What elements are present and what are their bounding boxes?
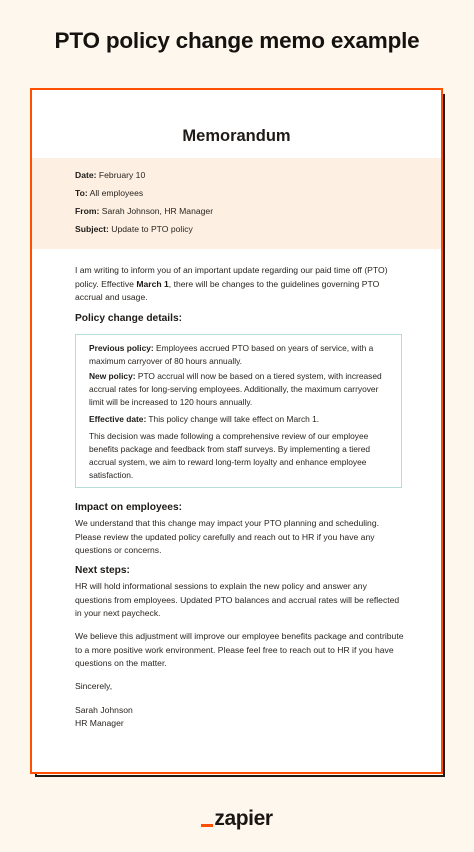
effective-date-paragraph — [89, 413, 394, 426]
intro-text-end: , there will be changes to the guidelines governing PTO accrual and usage. — [75, 278, 380, 303]
impact-paragraph: We understand that this change may impact your PTO planning and scheduling. Please review the updated policy carefully and reach out to HR if you have any questions or concerns. — [75, 518, 379, 556]
to-value: All employees — [89, 188, 144, 198]
effective-date-text: This policy change will take effect on March 1. — [146, 414, 320, 424]
next-steps-paragraph: HR will hold informational sessions to explain the new policy and answer any questions from employees. Updated PTO balances and accrual rates will be reflected in your next paycheck. — [75, 581, 400, 619]
intro-paragraph — [75, 264, 405, 305]
from-label: From: — [75, 206, 100, 216]
new-policy-label: New policy: — [89, 371, 136, 381]
to-label: To: — [75, 188, 88, 198]
previous-policy-paragraph — [89, 342, 394, 368]
effective-date-label: Effective date: — [89, 414, 147, 424]
memo-document — [30, 88, 443, 774]
signer-name: Sarah Johnson — [75, 705, 133, 715]
subject-label: Subject: — [75, 224, 109, 234]
memo-title: Memorandum — [182, 127, 291, 145]
to-line — [75, 188, 143, 198]
subject-value: Update to PTO policy — [111, 224, 193, 234]
intro-text-start: I am writing to inform you of an important update regarding our paid time off (PTO) policy. Effective — [75, 265, 388, 289]
next-steps-heading: Next steps: — [75, 565, 130, 576]
previous-policy-text: Employees accrued PTO based on years of service, with a maximum carryover of 80 hours annually. — [89, 343, 374, 366]
previous-policy-label: Previous policy: — [89, 343, 154, 353]
memo-header-band — [32, 158, 441, 249]
new-policy-paragraph — [89, 370, 394, 409]
from-value: Sarah Johnson, HR Manager — [101, 206, 214, 216]
date-line — [75, 170, 145, 180]
zapier-logo — [0, 807, 474, 831]
subject-line — [75, 224, 193, 234]
decision-paragraph: This decision was made following a comprehensive review of our employee benefits package and feedback from staff surveys. By implementing a tiered accrual system, we aim to reward long-term loyalty and enhance employee satisfaction. — [89, 431, 371, 480]
closing-paragraph: We believe this adjustment will improve our employee benefits package and contribute to a more positive work environment. Please feel free to reach out to HR if you have questions on the matter. — [75, 631, 404, 669]
new-policy-text: PTO accrual will now be based on a tiered system, with increased accrual rates for long-serving employees. Additionally, the maximum carryover limit will be increased to 120 hours annually. — [89, 371, 382, 407]
page-title: PTO policy change memo example — [54, 28, 420, 53]
signer-title: HR Manager — [75, 718, 124, 728]
impact-heading: Impact on employees: — [75, 502, 182, 513]
logo-underscore-mark — [201, 824, 213, 828]
intro-effective-date: March 1 — [136, 278, 169, 289]
signoff: Sincerely, — [75, 681, 113, 691]
policy-heading: Policy change details: — [75, 313, 183, 324]
policy-details-box — [75, 334, 402, 488]
logo-text: zapier — [214, 807, 273, 830]
from-line — [75, 206, 213, 216]
date-label: Date: — [75, 170, 97, 180]
date-value: February 10 — [98, 170, 146, 180]
